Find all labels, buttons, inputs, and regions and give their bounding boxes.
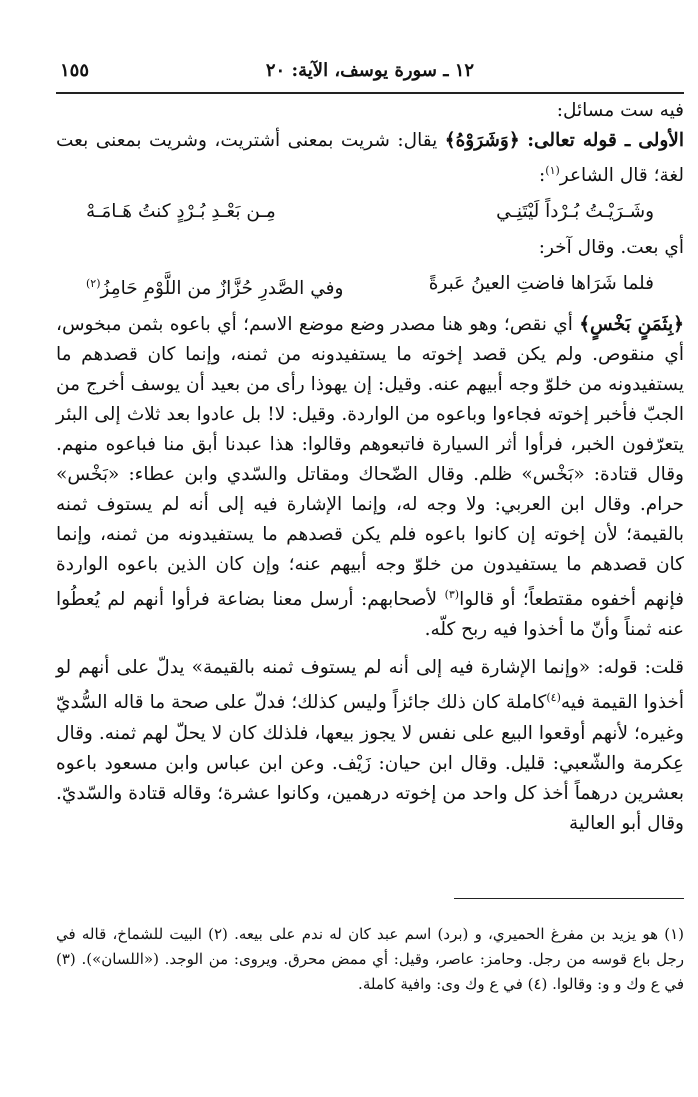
verse-1 — [56, 191, 684, 233]
verse-2-first-hemistich: فلما شَرَاها فاضتِ العينُ عَبرةً — [428, 273, 654, 295]
paragraph-another-poet: أي بعت. وقال آخر: — [538, 237, 684, 259]
paragraph-first-issue — [56, 126, 684, 191]
verse-1-second-hemistich: مِـن بَعْـدِ بُـرْدٍ كنتُ هَـامَـهْ — [86, 201, 276, 223]
paragraph-text-cont: لأصحابهم: أرسل معنا بضاعة فرأوا أنهم لم يُعطُوا عنه ثمناً وأنّ ما أخذوا فيه ربح كلّه. — [56, 589, 684, 641]
quran-quote: ﴿وَشَرَوْهُ﴾ — [444, 130, 520, 151]
intro-line: فيه ست مسائل: — [556, 100, 684, 121]
paragraph-text-cont: كاملة كان ذلك جائزاً وليس كذلك؛ فدلّ على صحة ما قاله السُّديّ وغيره؛ لأنهم أوقعوا البيع على نفس لا يجوز بيعها، فلذلك كان لا يحلّ لهم ثمنه. وقال عِكرمة والشّعبي: قليل. وقال ابن حيان: زَيْف. وعن ابن عباس وابن مسعود باعوه بعشرين درهماً أخذ كل واحد من إخوته درهمين، وكانوا عشرة؛ وقاله قتادة والسّديّ. وقال أبو العالية — [56, 692, 684, 834]
main-text — [56, 96, 684, 839]
footnote-marker: (٣) — [444, 588, 460, 602]
spacer — [56, 645, 684, 653]
verse-2 — [56, 263, 684, 310]
verse-2-second-hemistich: وفي الصَّدرِ حُزَّازٌ من اللَّوْمِ حَامِزُ — [100, 278, 344, 300]
footnote-marker: (٤) — [546, 691, 561, 705]
paragraph-tail: : — [539, 165, 546, 187]
quran-quote: ﴿بِثَمَنٍ بَخْسٍ﴾ — [579, 314, 684, 336]
header-rule — [56, 92, 684, 94]
verse-1-first-hemistich: وشَـرَيْـتُ بُـرْداً لَيْتَنِـي — [496, 201, 654, 223]
paragraph-qultu — [56, 653, 684, 838]
footnote-text: (١) هو يزيد بن مفرغ الحميري، و (برد) اسم عبد كان له ندم على بيعه. (٢) البيت للشماخ، قاله في رجل باع قوسه من رجل. وحامز: عاصر، وقيل: أي ممض محرق. ويروى: من الوجد. («اللسان»). (٣) في ع وك و و: وقالوا. (٤) في ع وك وى: وافية كاملة. — [56, 925, 685, 993]
verse-2-second-hemistich-wrap — [86, 269, 343, 304]
footnote-marker: (٢) — [86, 277, 101, 291]
paragraph-text: أي نقص؛ وهو هنا مصدر وضع موضع الاسم؛ أي باعوه بثمن مبخوس، أي منقوص. ولم يكن قصد إخوته ما يستفيدونه من ثمنه، وإنما كان قصدهم ما يستفيدونه من خلوّ وجه أبيهم عنه. وقيل: إن يهوذا رأى من بعيد أن يوسف أخرج من الجبّ فأخبر إخوته فجاءوا وباعوه من الواردة. وقيل: لا! بل عادوا بعد ثلاث إلى البئر يتعرّفون الخبر، فرأوا أثر السيارة فاتبعوهم وقالوا: هذا عبدنا أبق منا فباعوه منهم. وقال قتادة: «بَخْس» ظلم. وقال الضّحاك ومقاتل والسّدي وابن عطاء: «بَخْس» حرام. وقال ابن العربي: ولا وجه له، وإنما الإشارة فيه إلى أنه لم يستوف ثمنه بالقيمة؛ لأن إخوته إن كانوا باعوه فلم يكن قصدهم ما يستفيدونه من ثمنه، وإنما كان قصدهم ما يستفيدون من خلوّ وجه أبيهم عنه؛ وإن كان الذين باعوه الواردة فإنهم أخفوه مقتطعاً؛ أو قالوا — [56, 314, 684, 611]
footnote-marker: (١) — [545, 164, 560, 177]
paragraph-text: يقال: شريت بمعنى أشتريت، وشريت بمعنى بعت لغة؛ قال الشاعر — [56, 130, 684, 187]
issue-heading: الأولى ـ قوله تعالى: — [527, 130, 684, 151]
footnotes — [56, 922, 684, 997]
paragraph-bakhs — [56, 310, 684, 645]
footnote-rule — [454, 898, 684, 899]
page-number: ١٥٥ — [60, 60, 90, 81]
paragraph-text: قلت: قوله: «وإنما الإشارة فيه إلى أنه لم يستوف ثمنه بالقيمة» يدلّ على أنهم لو أخذوا القيمة فيه — [56, 657, 684, 714]
running-header — [60, 58, 680, 92]
header-title: ١٢ ـ سورة يوسف، الآية: ٢٠ — [265, 60, 475, 81]
